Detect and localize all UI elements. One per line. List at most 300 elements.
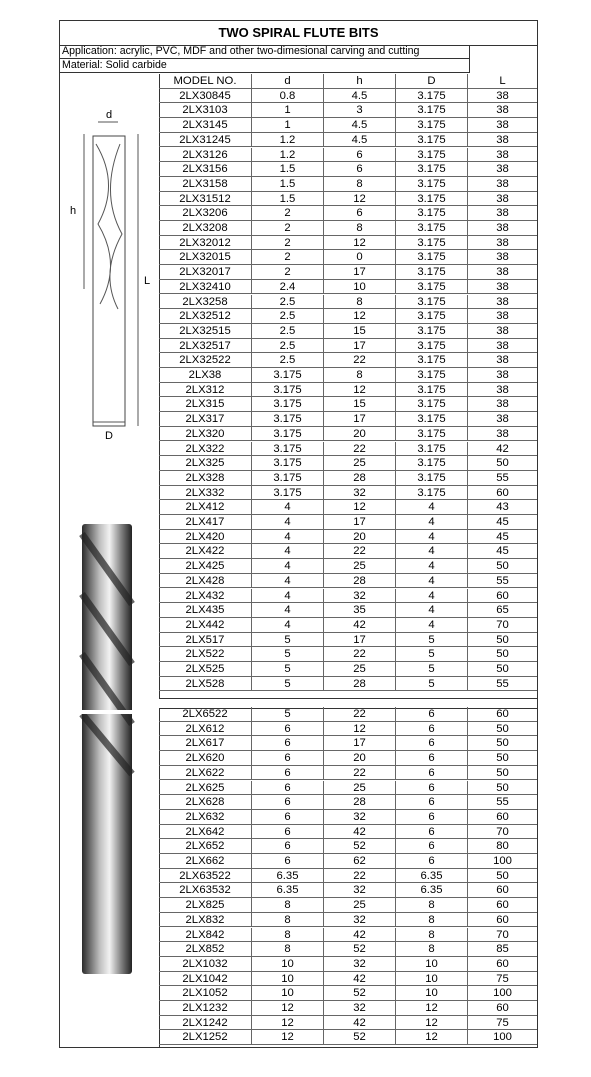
cell: 2LX625 (159, 781, 252, 795)
table-row (159, 574, 537, 589)
cell: 6 (252, 795, 324, 809)
cell: 2LX1242 (159, 1016, 252, 1030)
table-row (159, 353, 537, 368)
cell: 17 (324, 515, 396, 529)
cell: 1.2 (252, 148, 324, 162)
cell: 2LX622 (159, 766, 252, 780)
cell: 1.2 (252, 133, 324, 147)
table-row (159, 603, 537, 618)
cell: 2LX1052 (159, 986, 252, 1000)
spec-sheet (59, 20, 538, 1048)
cell: 32 (324, 486, 396, 500)
cell: 10 (252, 972, 324, 986)
table-row (159, 957, 537, 972)
cell: 3.175 (396, 427, 468, 441)
cell: 38 (496, 89, 509, 102)
cell: 1 (252, 118, 324, 132)
table-row (159, 427, 537, 442)
table-row (159, 177, 537, 192)
cell: 43 (496, 501, 509, 514)
cell: 4 (396, 618, 468, 632)
cell: 8 (396, 928, 468, 942)
cell: 17 (324, 633, 396, 647)
cell: 70 (496, 928, 509, 941)
cell: 60 (496, 913, 509, 926)
cell: 2LX315 (159, 397, 252, 411)
cell: 2LX63532 (159, 883, 252, 897)
table-row (159, 530, 537, 545)
cell: 2LX32015 (159, 250, 252, 264)
cell: 38 (496, 133, 509, 146)
cell: 2LX628 (159, 795, 252, 809)
table-row (159, 913, 537, 928)
cell: 12 (252, 1030, 324, 1044)
table-row (159, 221, 537, 236)
cell: 4 (396, 530, 468, 544)
cell: 3.175 (396, 133, 468, 147)
cell: 38 (496, 295, 509, 308)
cell: 6 (396, 795, 468, 809)
cell: 75 (496, 1016, 509, 1029)
cell: 50 (496, 766, 509, 779)
label-d: d (106, 109, 113, 121)
sheet-title: TWO SPIRAL FLUTE BITS (60, 21, 537, 46)
cell: 5 (252, 647, 324, 661)
cell: 3.175 (396, 471, 468, 485)
cell: 38 (496, 339, 509, 352)
cell: 2LX38 (159, 368, 252, 382)
cell: 4 (396, 589, 468, 603)
cell: 12 (252, 1016, 324, 1030)
cell: 15 (324, 324, 396, 338)
cell: 8 (324, 221, 396, 235)
cell: 2LX3145 (159, 118, 252, 132)
cell: 3.175 (252, 427, 324, 441)
cell: 2LX412 (159, 500, 252, 514)
cell: 3.175 (396, 397, 468, 411)
cell: 6 (252, 766, 324, 780)
table-row (159, 854, 537, 869)
table-row (159, 295, 537, 310)
cell: 8 (252, 928, 324, 942)
cell: 38 (496, 222, 509, 234)
cell: 22 (324, 707, 396, 721)
cell: 6 (324, 162, 396, 176)
table-row (159, 618, 537, 633)
table-row (159, 1030, 537, 1045)
cell: 38 (496, 251, 509, 264)
cell: 2LX1042 (159, 972, 252, 986)
cell: 42 (324, 1016, 396, 1030)
cell: 2LX1232 (159, 1001, 252, 1015)
table-row (159, 707, 537, 722)
cell: 17 (324, 736, 396, 750)
cell: 28 (324, 574, 396, 588)
cell: 6 (252, 722, 324, 736)
table-row (159, 368, 537, 383)
cell: 2 (252, 265, 324, 279)
cell: 3.175 (396, 236, 468, 250)
cell: 3.175 (396, 148, 468, 162)
cell: 32 (324, 913, 396, 927)
cell: 3.175 (396, 221, 468, 235)
cell: 2LX31512 (159, 192, 252, 206)
table-row (159, 736, 537, 751)
cell: 2LX3103 (159, 103, 252, 117)
cell: 55 (496, 471, 509, 484)
cell: 25 (324, 898, 396, 912)
cell: MODEL NO. (159, 74, 252, 88)
cell: 4 (252, 603, 324, 617)
cell: 2LX3158 (159, 177, 252, 191)
cell: 25 (324, 662, 396, 676)
table-row (159, 515, 537, 530)
cell: 4 (252, 500, 324, 514)
table-row (159, 810, 537, 825)
table-row (159, 148, 537, 163)
cell: 50 (496, 781, 509, 794)
cell: 50 (496, 722, 509, 735)
cell: 52 (324, 1030, 396, 1044)
table-row (159, 309, 537, 324)
cell: 42 (324, 928, 396, 942)
cell: 8 (396, 898, 468, 912)
table-row (159, 781, 537, 796)
header-row (159, 74, 537, 89)
cell: 1.5 (252, 177, 324, 191)
cell: 38 (496, 163, 509, 176)
cell: 100 (493, 1031, 512, 1044)
cell: 3.175 (396, 353, 468, 367)
cell: 2LX432 (159, 589, 252, 603)
cell: 22 (324, 869, 396, 883)
cell: 32 (324, 810, 396, 824)
table-row (159, 751, 537, 766)
cell: 8 (252, 913, 324, 927)
cell: 8 (324, 368, 396, 382)
cell: 2LX3208 (159, 221, 252, 235)
cell: 42 (496, 442, 509, 455)
table-row (159, 162, 537, 177)
application-line: Application: acrylic, PVC, MDF and other two-dimesional carving and cutting (60, 45, 470, 59)
table-row (159, 118, 537, 133)
cell: 2LX428 (159, 574, 252, 588)
cell: 10 (396, 986, 468, 1000)
cell: 2 (252, 206, 324, 220)
table-row (159, 986, 537, 1001)
cell: 6.35 (252, 869, 324, 883)
cell: 12 (324, 500, 396, 514)
cell: 2LX32517 (159, 339, 252, 353)
cell: 2LX425 (159, 559, 252, 573)
cell: 3.175 (252, 412, 324, 426)
label-L: L (144, 275, 151, 287)
cell: 2LX632 (159, 810, 252, 824)
cell: 2 (252, 250, 324, 264)
cell: 5 (396, 677, 468, 691)
cell: 38 (496, 427, 509, 440)
cell: L (499, 75, 506, 87)
table-row (159, 500, 537, 515)
cell: 10 (252, 957, 324, 971)
cell: 4 (252, 544, 324, 558)
cell: 2LX435 (159, 603, 252, 617)
material-line: Material: Solid carbide (60, 59, 470, 73)
cell: 2.5 (252, 339, 324, 353)
cell: 4 (252, 574, 324, 588)
cell: 17 (324, 265, 396, 279)
cell: 65 (496, 604, 509, 617)
cell: 5 (252, 633, 324, 647)
cell: 3.175 (396, 265, 468, 279)
table-row (159, 839, 537, 854)
cell: 3.175 (396, 89, 468, 103)
cell: 2LX832 (159, 913, 252, 927)
table-row (159, 383, 537, 398)
cell: 2LX442 (159, 618, 252, 632)
cell: 45 (496, 516, 509, 528)
cell: 60 (496, 708, 509, 720)
cell: 50 (496, 752, 509, 765)
table-row (159, 103, 537, 118)
cell: 8 (396, 913, 468, 927)
cell: 8 (252, 898, 324, 912)
cell: 1.5 (252, 192, 324, 206)
cell: 2LX317 (159, 412, 252, 426)
cell: 22 (324, 766, 396, 780)
cell: 22 (324, 353, 396, 367)
cell: 50 (496, 560, 509, 573)
cell: 55 (496, 796, 509, 809)
cell: 2LX32522 (159, 353, 252, 367)
cell: 60 (496, 884, 509, 897)
cell: 50 (496, 869, 509, 882)
cell: 6 (396, 825, 468, 839)
cell: 6 (252, 751, 324, 765)
cell: 3.175 (396, 456, 468, 470)
cell: 6 (396, 810, 468, 824)
cell: 85 (496, 943, 509, 956)
cell: 6 (396, 781, 468, 795)
cell: 2LX642 (159, 825, 252, 839)
cell: 2LX620 (159, 751, 252, 765)
cell: 38 (496, 383, 509, 396)
cell: 2LX1032 (159, 957, 252, 971)
cell: 28 (324, 677, 396, 691)
cell: 2.4 (252, 280, 324, 294)
cell: 6.35 (396, 883, 468, 897)
cell: 75 (496, 972, 509, 985)
cell: 6 (252, 810, 324, 824)
cell: 2LX852 (159, 942, 252, 956)
cell: 4.5 (324, 133, 396, 147)
cell: 6 (396, 751, 468, 765)
cell: 1.5 (252, 162, 324, 176)
table-row (159, 869, 537, 884)
table-row (159, 265, 537, 280)
cell: 3.175 (396, 192, 468, 206)
cell: 2LX662 (159, 854, 252, 868)
label-D: D (105, 430, 113, 442)
cell: 42 (324, 825, 396, 839)
cell: 4 (396, 603, 468, 617)
cell: 2LX30845 (159, 89, 252, 103)
cell: 32 (324, 957, 396, 971)
image-column (60, 74, 160, 1047)
cell: 2LX522 (159, 647, 252, 661)
cell: 50 (496, 737, 509, 750)
cell: 6 (252, 825, 324, 839)
table-row (159, 442, 537, 457)
cell: 2LX517 (159, 633, 252, 647)
cell: 3.175 (252, 456, 324, 470)
cell: 6 (252, 736, 324, 750)
cell: 2LX3206 (159, 206, 252, 220)
cell: 4.5 (324, 89, 396, 103)
table-row (159, 192, 537, 207)
table-row (159, 795, 537, 810)
table-row (159, 1016, 537, 1031)
cell: 38 (496, 266, 509, 279)
cell: 5 (252, 662, 324, 676)
cell: 12 (252, 1001, 324, 1015)
cell: 35 (324, 603, 396, 617)
cell: 38 (496, 177, 509, 190)
cell: 6.35 (396, 869, 468, 883)
cell: 3.175 (396, 177, 468, 191)
cell: 12 (396, 1030, 468, 1044)
cell: 3.175 (396, 118, 468, 132)
cell: 32 (324, 589, 396, 603)
table-row (159, 89, 537, 104)
cell: 2LX6522 (159, 707, 252, 721)
cell: 52 (324, 839, 396, 853)
cell: 2LX1252 (159, 1030, 252, 1044)
cell: 3.175 (396, 206, 468, 220)
cell: 3.175 (396, 162, 468, 176)
cell: 4 (396, 544, 468, 558)
cell: 6 (252, 854, 324, 868)
cell: 3.175 (252, 486, 324, 500)
cell: 12 (324, 236, 396, 250)
table-row (159, 825, 537, 840)
cell: 50 (496, 648, 509, 661)
cell: 38 (496, 413, 509, 426)
cell: 12 (324, 383, 396, 397)
table-row (159, 236, 537, 251)
cell: 0.8 (252, 89, 324, 103)
cell: 4 (396, 559, 468, 573)
cell: 17 (324, 412, 396, 426)
table-row (159, 633, 537, 648)
table-row (159, 397, 537, 412)
cell: 10 (324, 280, 396, 294)
cell: 38 (496, 324, 509, 337)
cell: 38 (496, 310, 509, 323)
table-row (159, 942, 537, 957)
table-row (159, 280, 537, 295)
cell: 2LX3126 (159, 148, 252, 162)
cell: 5 (396, 662, 468, 676)
cell: 2.5 (252, 309, 324, 323)
cell: 25 (324, 456, 396, 470)
cell: 3.175 (396, 412, 468, 426)
cell: 38 (496, 192, 509, 205)
cell: 38 (496, 354, 509, 367)
cell: 12 (324, 309, 396, 323)
cell: 38 (496, 236, 509, 249)
cell: 2LX842 (159, 928, 252, 942)
cell: 3.175 (396, 442, 468, 456)
cell: 4 (252, 618, 324, 632)
cell: 3.175 (396, 383, 468, 397)
cell: 50 (496, 457, 509, 470)
table-row (159, 589, 537, 604)
cell: 8 (324, 177, 396, 191)
cell: 5 (396, 647, 468, 661)
cell: 17 (324, 339, 396, 353)
cell: 3.175 (396, 339, 468, 353)
table-row (159, 456, 537, 471)
cell: 22 (324, 647, 396, 661)
cell: 20 (324, 427, 396, 441)
cell: 60 (496, 589, 509, 602)
cell: 55 (496, 574, 509, 587)
cell: 2LX32512 (159, 309, 252, 323)
cell: 1 (252, 103, 324, 117)
cell: 2LX320 (159, 427, 252, 441)
cell: 3.175 (252, 383, 324, 397)
cell: 42 (324, 618, 396, 632)
cell: 4 (252, 559, 324, 573)
cell: 3.175 (396, 295, 468, 309)
cell: 2LX32410 (159, 280, 252, 294)
cell: 2LX322 (159, 442, 252, 456)
cell: 38 (496, 369, 509, 381)
cell: 52 (324, 986, 396, 1000)
cell: 2LX422 (159, 544, 252, 558)
cell: 4 (396, 574, 468, 588)
cell: 6 (252, 839, 324, 853)
table-row (159, 722, 537, 737)
cell: 70 (496, 825, 509, 838)
table-row (159, 766, 537, 781)
cell: 6.35 (252, 883, 324, 897)
table-row (159, 898, 537, 913)
table-row (159, 928, 537, 943)
cell: 38 (496, 119, 509, 132)
cell: 4 (252, 515, 324, 529)
cell: 2LX312 (159, 383, 252, 397)
cell: 22 (324, 544, 396, 558)
cell: 60 (496, 486, 509, 499)
cell: 3.175 (252, 397, 324, 411)
cell: 25 (324, 781, 396, 795)
cell: 80 (496, 840, 509, 853)
cell: d (252, 74, 324, 88)
cell: 38 (496, 207, 509, 220)
cell: 8 (396, 942, 468, 956)
table-row (159, 972, 537, 987)
cell: 3.175 (252, 471, 324, 485)
cell: 60 (496, 957, 509, 970)
bit-dimension-drawing (60, 74, 159, 442)
cell: h (324, 74, 396, 88)
cell: 2.5 (252, 295, 324, 309)
cell: 45 (496, 530, 509, 543)
cell: 28 (324, 795, 396, 809)
cell: 100 (493, 855, 512, 867)
